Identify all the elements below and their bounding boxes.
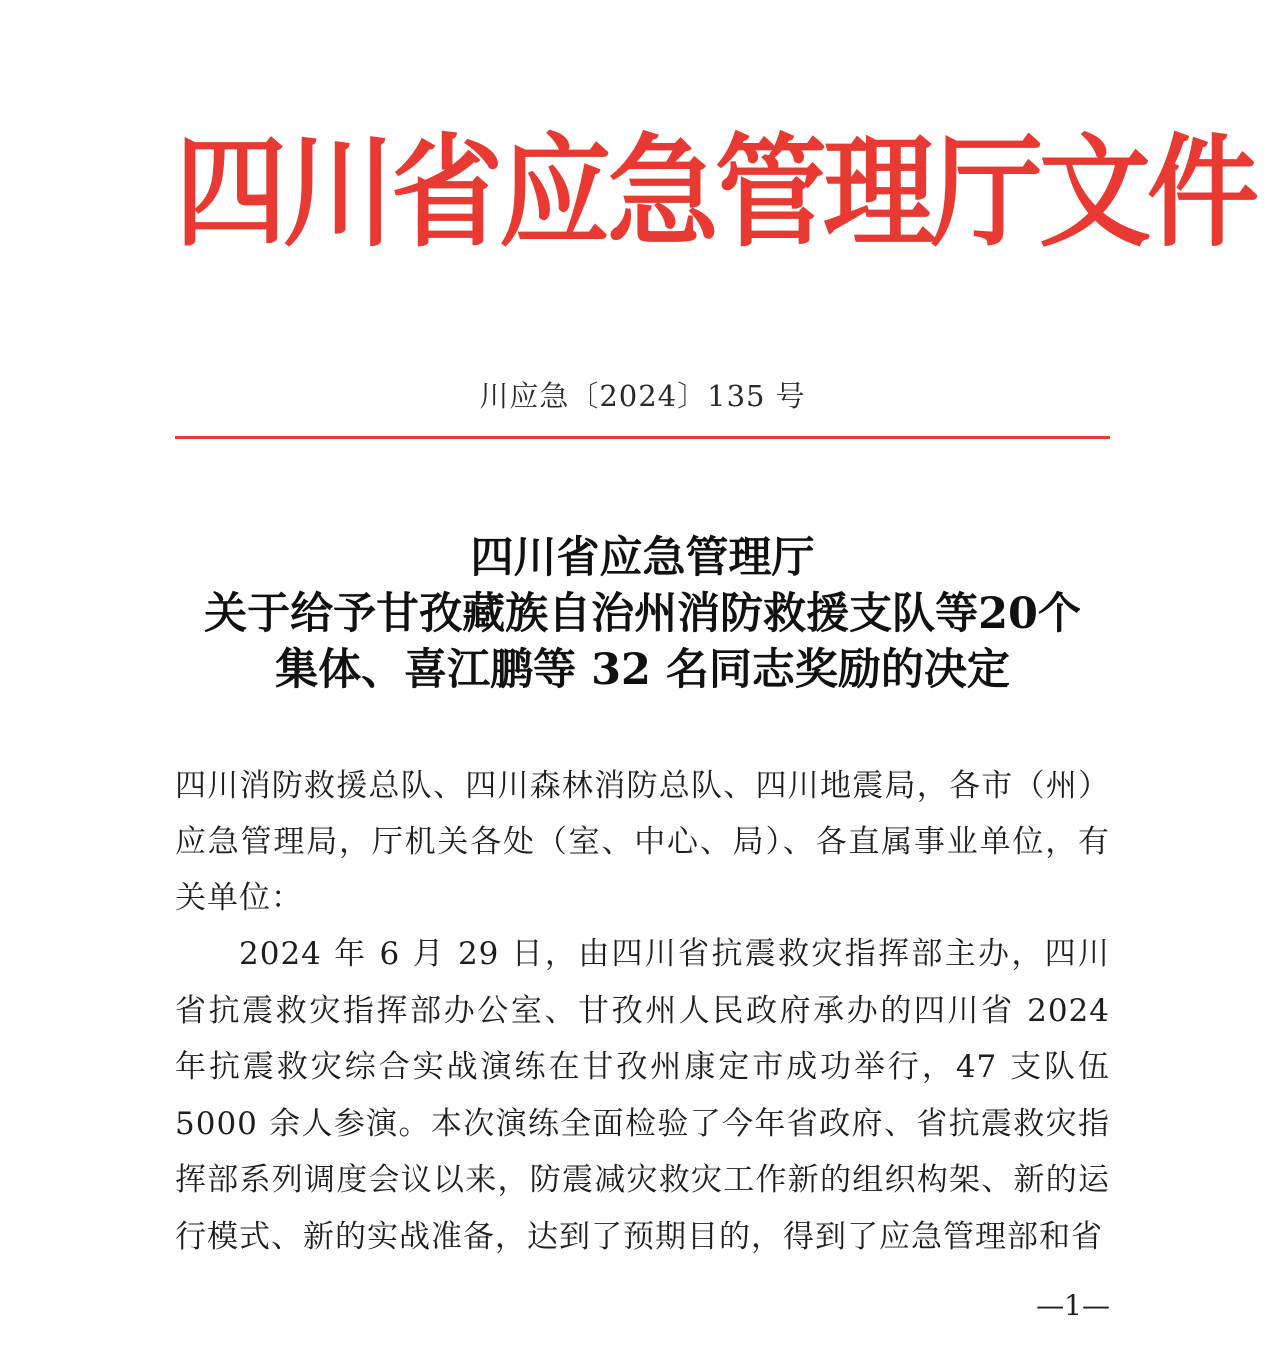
title-line-3: 集体、喜江鹏等 32 名同志奖励的决定 — [275, 645, 1010, 695]
page-number: —1— — [1036, 1289, 1110, 1322]
red-divider — [175, 436, 1110, 439]
title-line-2: 关于给予甘孜藏族自治州消防救援支队等20个 — [204, 589, 1081, 639]
addressee: 四川消防救援总队、四川森林消防总队、四川地震局，各市（州）应急管理局，厅机关各处（室、中心、局）、各直属事业单位，有关单位： — [175, 768, 1110, 916]
issuer-header: 四川省应急管理厅文件 — [175, 122, 1255, 264]
document-title — [175, 530, 1110, 698]
title-line-1: 四川省应急管理厅 — [470, 533, 815, 583]
document-number: 川应急〔2024〕135 号 — [479, 379, 806, 413]
body-paragraph: 2024 年 6 月 29 日，由四川省抗震救灾指挥部主办，四川省抗震救灾指挥部办公室、甘孜州人民政府承办的四川省 2024 年抗震救灾综合实战演练在甘孜州康定市成功举行，47 支队伍 5000 余人参演。本次演练全面检验了今年省政府、省抗震救灾指挥部系列调度会议以来，防震减灾救灾工作新的组织构架、新的运行模式、新的实战准备，达到了预期目的，得到了应急管理部和省 — [175, 936, 1110, 1255]
